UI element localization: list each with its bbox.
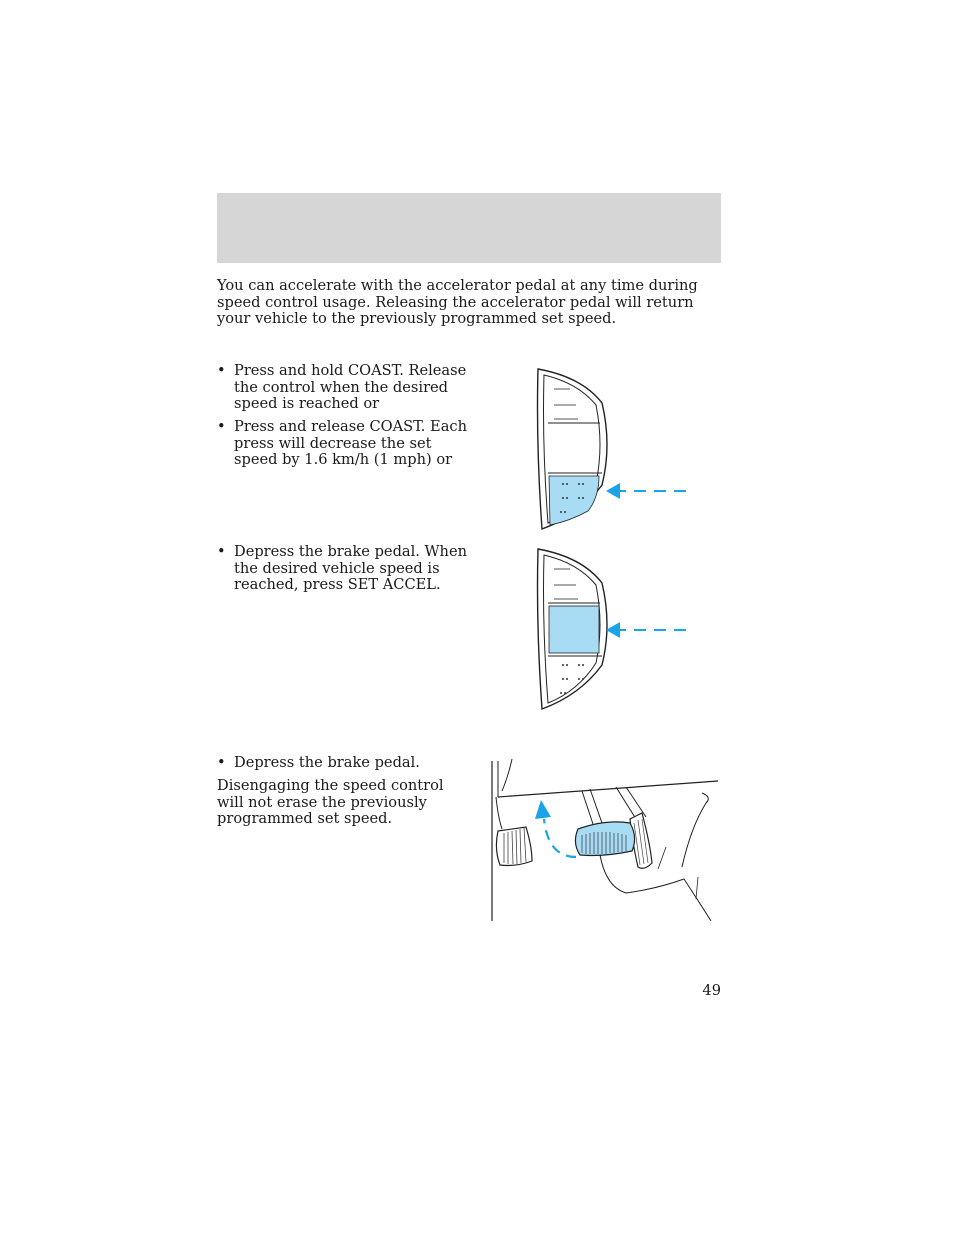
- section-header-band: [217, 193, 721, 263]
- bullet-text: Press and release COAST. Each press will decrease the set speed by 1.6 km/h (1 mph) or: [234, 418, 467, 469]
- bullet-text: Press and hold COAST. Release the control when the desired speed is reached or: [234, 362, 467, 413]
- set-accel-button-highlight: [549, 606, 599, 653]
- arrow-left-icon: [606, 483, 620, 499]
- arrow-left-icon: [606, 622, 620, 638]
- bullet-text: Depress the brake pedal.: [234, 754, 420, 771]
- bullet-dot: •: [217, 754, 226, 771]
- intro-paragraph: You can accelerate with the accelerator pedal at any time during speed control usage. Releasing the accelerator pedal will return your vehicle to the previously programmed set speed.: [217, 277, 698, 328]
- bullet-dot: •: [217, 362, 226, 379]
- coast-button-highlight: [549, 476, 599, 525]
- speed-control-switch-coast-illustration: [530, 365, 700, 535]
- speed-control-switch-set-accel-illustration: [530, 545, 700, 715]
- bullet-text: Depress the brake pedal. When the desired vehicle speed is reached, press SET ACCEL.: [234, 543, 467, 594]
- bullet-item: [217, 755, 467, 772]
- page-number: 49: [702, 982, 721, 999]
- bullet-item: [217, 363, 467, 413]
- bullet-dot: •: [217, 418, 226, 435]
- arrow-up-icon: [535, 800, 551, 819]
- bullet-dot: •: [217, 543, 226, 560]
- bullet-item: [217, 419, 467, 469]
- note-paragraph: Disengaging the speed control will not erase the previously programmed set speed.: [217, 777, 444, 828]
- bullet-item: [217, 544, 467, 594]
- brake-pedal-illustration: [486, 757, 721, 927]
